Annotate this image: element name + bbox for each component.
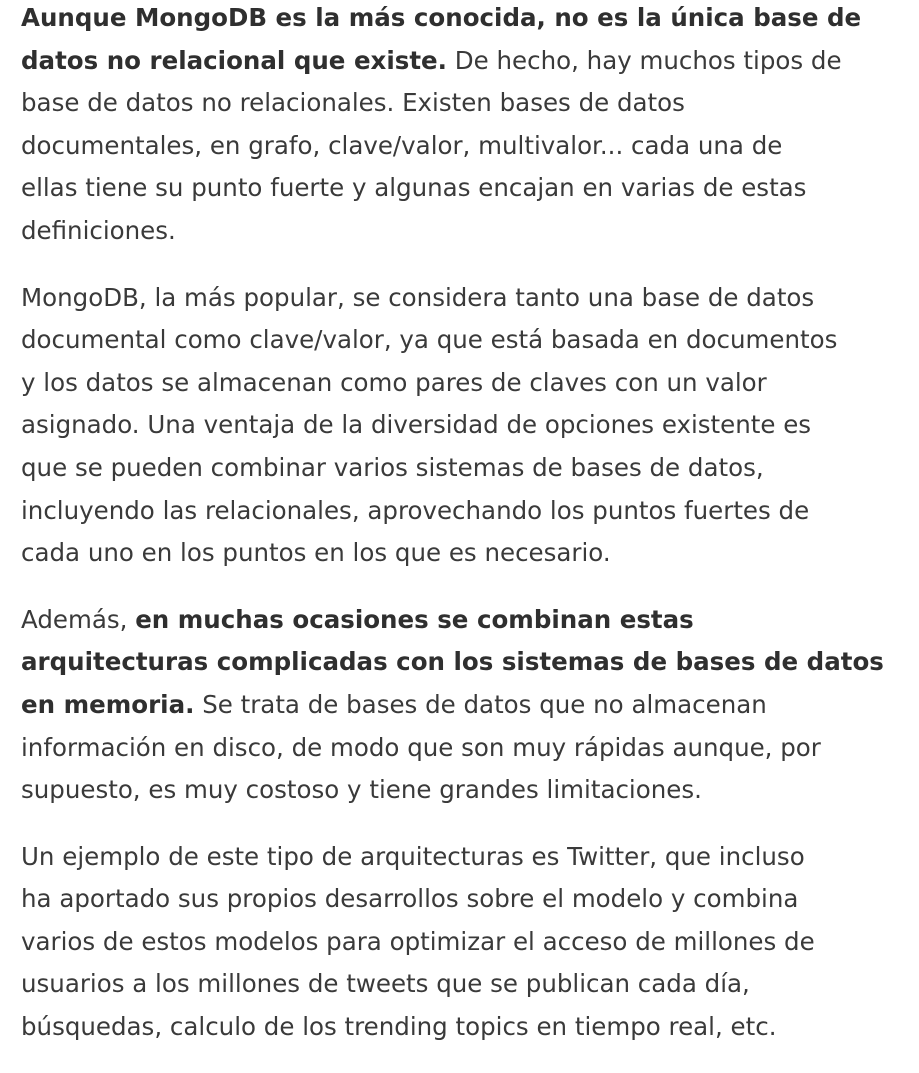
bold-text: arquitecturas complicadas con los sistemas de bases de datos — [21, 647, 884, 677]
text-line — [21, 769, 913, 812]
body-text: documentales, en grafo, clave/valor, multivalor... cada una de — [21, 130, 783, 160]
text-line — [21, 532, 913, 575]
body-text: Un ejemplo de este tipo de arquitecturas es Twitter, que incluso — [21, 841, 805, 871]
text-line — [21, 641, 913, 684]
paragraph-3 — [21, 599, 913, 812]
text-line — [21, 921, 913, 964]
body-text: Se trata de bases de datos que no almacenan — [194, 689, 767, 719]
text-line — [21, 1006, 913, 1049]
body-text: documental como clave/valor, ya que está basada en documentos — [21, 325, 838, 355]
article-body — [21, 0, 913, 1073]
text-line — [21, 447, 913, 490]
text-line — [21, 82, 913, 125]
bold-text: en memoria. — [21, 689, 195, 719]
bold-text: datos no relacional que existe. — [21, 45, 447, 75]
body-text: búsquedas, calculo de los trending topics en tiempo real, etc. — [21, 1012, 777, 1042]
paragraph-4 — [21, 836, 913, 1049]
body-text: asignado. Una ventaja de la diversidad de opciones existente es — [21, 410, 812, 440]
body-text: que se pueden combinar varios sistemas de bases de datos, — [21, 452, 764, 482]
body-text: ha aportado sus propios desarrollos sobre el modelo y combina — [21, 884, 799, 914]
text-line — [21, 727, 913, 770]
text-line — [21, 319, 913, 362]
body-text: MongoDB, la más popular, se considera tanto una base de datos — [21, 282, 815, 312]
body-text: incluyendo las relacionales, aprovechando los puntos fuertes de — [21, 495, 810, 525]
text-line — [21, 836, 913, 879]
body-text: y los datos se almacenan como pares de claves con un valor — [21, 367, 767, 397]
body-text: ellas tiene su punto fuerte y algunas encajan en varias de estas — [21, 173, 807, 203]
paragraph-2 — [21, 277, 913, 575]
body-text: base de datos no relacionales. Existen bases de datos — [21, 88, 685, 118]
bold-text: en muchas ocasiones se combinan estas — [135, 604, 694, 634]
text-line — [21, 599, 913, 642]
text-line — [21, 963, 913, 1006]
text-line — [21, 684, 913, 727]
text-line — [21, 167, 913, 210]
body-text: De hecho, hay muchos tipos de — [446, 45, 842, 75]
text-line — [21, 125, 913, 168]
text-line — [21, 40, 913, 83]
body-text: supuesto, es muy costoso y tiene grandes limitaciones. — [21, 775, 702, 805]
body-text: cada uno en los puntos en los que es necesario. — [21, 538, 611, 568]
body-text: varios de estos modelos para optimizar el acceso de millones de — [21, 926, 815, 956]
bold-text: Aunque MongoDB es la más conocida, no es la única base de — [21, 3, 862, 32]
text-line — [21, 404, 913, 447]
body-text: usuarios a los millones de tweets que se publican cada día, — [21, 969, 750, 999]
body-text: información en disco, de modo que son muy rápidas aunque, por — [21, 732, 821, 762]
text-line — [21, 210, 913, 253]
body-text: definiciones. — [21, 215, 176, 245]
text-line — [21, 878, 913, 921]
body-text: Además, — [21, 604, 136, 634]
paragraph-1 — [21, 0, 913, 253]
text-line — [21, 490, 913, 533]
text-line — [21, 0, 913, 40]
text-line — [21, 277, 913, 320]
text-line — [21, 362, 913, 405]
